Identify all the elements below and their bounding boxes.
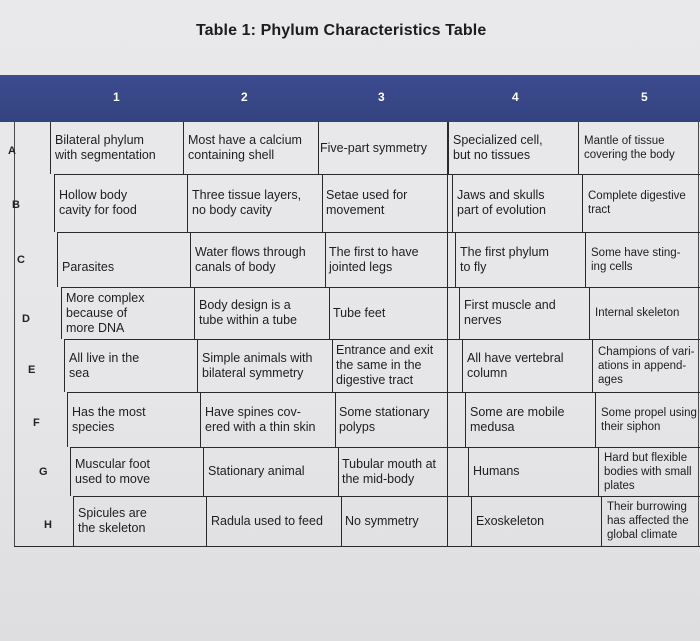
grid-vertical-line (183, 122, 184, 174)
grid-vertical-line (698, 232, 699, 287)
cell-line: Simple animals with (202, 350, 313, 365)
column-header-3: 3 (378, 90, 385, 104)
grid-vertical-line (194, 287, 195, 339)
row-label-d: D (22, 313, 30, 325)
cell-line: Their burrowing (607, 501, 687, 513)
cell-line: Entrance and exit (336, 343, 434, 357)
cell-e1 (69, 351, 139, 381)
cell-h2 (211, 514, 323, 529)
row-label-c: C (17, 254, 25, 266)
grid-horizontal-line (57, 232, 700, 233)
grid-vertical-line (448, 122, 449, 174)
cell-line: their siphon (601, 420, 661, 433)
grid-vertical-line (197, 339, 198, 392)
cell-line: bodies with small (604, 465, 692, 478)
cell-line: Some are mobile (470, 404, 565, 419)
column-header-1: 1 (113, 90, 120, 104)
grid-vertical-line (329, 287, 330, 339)
cell-line: The first phylum (460, 244, 549, 259)
cell-line: ered with a thin skin (205, 419, 316, 434)
cell-line: Has the most (72, 404, 146, 419)
cell-b4 (457, 188, 546, 218)
grid-vertical-line (61, 287, 62, 339)
grid-vertical-line (595, 392, 596, 447)
grid-vertical-line (698, 174, 699, 232)
cell-c1 (62, 260, 114, 275)
grid-vertical-line (190, 232, 191, 287)
grid-vertical-line (589, 287, 590, 339)
cell-line: ations in append- (598, 359, 687, 372)
grid-vertical-line (471, 496, 472, 546)
cell-line: bilateral symmetry (202, 365, 304, 380)
grid-vertical-line (455, 232, 456, 287)
cell-a2 (188, 133, 302, 163)
cell-line: part of evolution (457, 203, 546, 217)
cell-line: but no tissues (453, 148, 531, 162)
grid-vertical-line (203, 447, 204, 496)
cell-b1 (59, 188, 137, 218)
cell-d5 (595, 306, 679, 320)
grid-vertical-line (341, 496, 342, 546)
cell-d3 (333, 306, 385, 321)
cell-c5 (591, 246, 681, 274)
grid-vertical-line (73, 496, 74, 546)
grid-vertical-line (447, 232, 448, 287)
grid-vertical-line (54, 174, 55, 232)
cell-line: covering the body (584, 149, 675, 161)
grid-vertical-line (332, 339, 333, 392)
cell-line: plates (604, 479, 635, 492)
cell-line: because of (66, 305, 128, 320)
cell-line: All have vertebral (467, 350, 564, 365)
cell-line: with segmentation (55, 148, 156, 162)
cell-f5 (601, 406, 697, 434)
cell-line: Body design is a (199, 298, 291, 312)
cell-line: sea (69, 365, 90, 380)
grid-vertical-line (338, 447, 339, 496)
row-label-a: A (8, 145, 16, 157)
grid-vertical-line (447, 122, 448, 174)
cell-g1 (75, 457, 150, 487)
grid-vertical-line (598, 447, 599, 496)
cell-line: containing shell (188, 148, 275, 162)
cell-line: Parasites (62, 260, 115, 274)
row-label-e: E (28, 364, 36, 376)
grid-vertical-line (200, 392, 201, 447)
cell-line: more DNA (66, 320, 125, 335)
cell-e5 (598, 345, 695, 387)
cell-line: First muscle and (464, 298, 556, 312)
cell-line: column (467, 365, 508, 380)
cell-line: All live in the (69, 350, 140, 365)
cell-line: Jaws and skulls (457, 188, 545, 202)
cell-line: tube within a tube (199, 313, 297, 327)
grid-horizontal-line (73, 496, 700, 497)
cell-line: global climate (607, 529, 678, 541)
cell-line: Internal skeleton (595, 307, 680, 319)
cell-line: Stationary animal (208, 464, 305, 478)
cell-line: used to move (75, 471, 151, 486)
grid-vertical-line (335, 392, 336, 447)
cell-line: cavity for food (59, 203, 137, 217)
cell-h5 (607, 500, 689, 542)
grid-vertical-line (452, 174, 453, 232)
cell-h3 (345, 514, 419, 529)
cell-line: digestive tract (336, 373, 414, 387)
grid-vertical-line (70, 447, 71, 496)
grid-vertical-line (50, 122, 51, 174)
cell-line: Tube feet (333, 305, 386, 320)
grid-horizontal-line (70, 447, 700, 448)
grid-vertical-line (592, 339, 593, 392)
cell-b3 (326, 188, 407, 218)
cell-b2 (192, 188, 301, 218)
cell-line: species (72, 419, 115, 434)
cell-line: no body cavity (192, 203, 272, 217)
cell-g5 (604, 451, 692, 493)
cell-line: the same in the (336, 358, 422, 372)
cell-e2 (202, 351, 312, 381)
grid-horizontal-line (61, 287, 700, 288)
cell-b5 (588, 189, 686, 217)
grid-vertical-line (14, 122, 15, 546)
cell-f3 (339, 405, 429, 435)
cell-line: Muscular foot (75, 456, 151, 471)
grid-vertical-line (325, 232, 326, 287)
grid-vertical-line (698, 122, 699, 174)
cell-a3 (320, 141, 427, 156)
cell-line: Humans (473, 464, 520, 478)
cell-h4 (476, 514, 544, 529)
cell-c2 (195, 245, 306, 275)
cell-line: Some propel using (601, 406, 697, 419)
grid-vertical-line (462, 339, 463, 392)
grid-vertical-line (601, 496, 602, 546)
grid-vertical-line (447, 339, 448, 392)
cell-line: Specialized cell, (453, 133, 543, 147)
cell-line: Radula used to feed (211, 513, 323, 528)
grid-vertical-line (578, 122, 579, 174)
cell-d2 (199, 298, 297, 328)
grid-vertical-line (447, 496, 448, 546)
cell-line: Water flows through (195, 244, 306, 259)
cell-line: Bilateral phylum (55, 133, 144, 147)
grid-vertical-line (447, 447, 448, 496)
cell-g4 (473, 464, 520, 479)
grid-horizontal-line (67, 392, 700, 393)
cell-line: Hollow body (59, 188, 128, 202)
cell-line: movement (326, 203, 385, 217)
grid-horizontal-line (14, 546, 700, 547)
cell-line: Five-part symmetry (320, 140, 427, 155)
cell-line: Setae used for (326, 188, 408, 202)
cell-line: has affected the (607, 515, 689, 527)
cell-d4 (464, 298, 556, 328)
grid-vertical-line (322, 174, 323, 232)
cell-line: Have spines cov- (205, 404, 301, 419)
cell-f2 (205, 405, 315, 435)
cell-line: No symmetry (345, 513, 419, 528)
cell-line: More complex (66, 290, 145, 305)
row-label-f: F (33, 417, 40, 429)
row-label-h: H (44, 519, 52, 531)
grid-horizontal-line (64, 339, 700, 340)
cell-line: Hard but flexible (604, 451, 688, 464)
cell-g3 (342, 457, 436, 487)
cell-d1 (66, 291, 145, 336)
cell-line: Complete digestive (588, 190, 686, 202)
cell-line: Some have sting- (591, 246, 681, 259)
cell-line: Mantle of tissue (584, 135, 665, 147)
grid-vertical-line (318, 122, 319, 174)
cell-line: the mid-body (342, 471, 415, 486)
table-title: Table 1: Phylum Characteristics Table (196, 22, 487, 39)
column-header-band (0, 75, 700, 122)
grid-vertical-line (57, 232, 58, 287)
grid-vertical-line (447, 392, 448, 447)
cell-c3 (329, 245, 419, 275)
cell-line: Tubular mouth at (342, 456, 437, 471)
grid-vertical-line (468, 447, 469, 496)
cell-c4 (460, 245, 549, 275)
grid-vertical-line (698, 287, 699, 339)
grid-vertical-line (64, 339, 65, 392)
cell-f1 (72, 405, 146, 435)
cell-line: Spicules are (78, 506, 147, 520)
cell-a5 (584, 134, 675, 162)
grid-vertical-line (447, 174, 448, 232)
cell-line: medusa (470, 419, 515, 434)
grid-vertical-line (187, 174, 188, 232)
column-header-2: 2 (241, 90, 248, 104)
cell-f4 (470, 405, 565, 435)
cell-h1 (78, 506, 147, 536)
grid-vertical-line (698, 339, 699, 392)
grid-vertical-line (585, 232, 586, 287)
grid-vertical-line (698, 392, 699, 447)
cell-line: Exoskeleton (476, 513, 545, 528)
column-header-4: 4 (512, 90, 519, 104)
row-label-g: G (39, 466, 48, 478)
cell-line: ing cells (591, 260, 633, 273)
cell-line: jointed legs (329, 259, 393, 274)
column-header-5: 5 (641, 90, 648, 104)
grid-vertical-line (67, 392, 68, 447)
cell-line: Champions of vari- (598, 345, 695, 358)
cell-line: canals of body (195, 259, 276, 274)
cell-line: to fly (460, 259, 487, 274)
cell-a4 (453, 133, 543, 163)
grid-vertical-line (206, 496, 207, 546)
cell-line: ages (598, 373, 623, 386)
cell-e4 (467, 351, 564, 381)
grid-horizontal-line (54, 174, 700, 175)
cell-a1 (55, 133, 156, 163)
cell-g2 (208, 464, 305, 479)
cell-line: the skeleton (78, 521, 146, 535)
grid-vertical-line (459, 287, 460, 339)
grid-vertical-line (447, 287, 448, 339)
grid-vertical-line (698, 496, 699, 546)
row-label-b: B (12, 199, 20, 211)
grid-vertical-line (582, 174, 583, 232)
cell-line: nerves (464, 313, 502, 327)
grid-vertical-line (698, 447, 699, 496)
cell-line: Some stationary (339, 404, 430, 419)
cell-line: Three tissue layers, (192, 188, 302, 202)
cell-line: The first to have (329, 244, 419, 259)
cell-line: Most have a calcium (188, 133, 302, 147)
cell-e3 (336, 343, 433, 388)
grid-vertical-line (465, 392, 466, 447)
cell-line: tract (588, 204, 611, 216)
cell-line: polyps (339, 419, 376, 434)
